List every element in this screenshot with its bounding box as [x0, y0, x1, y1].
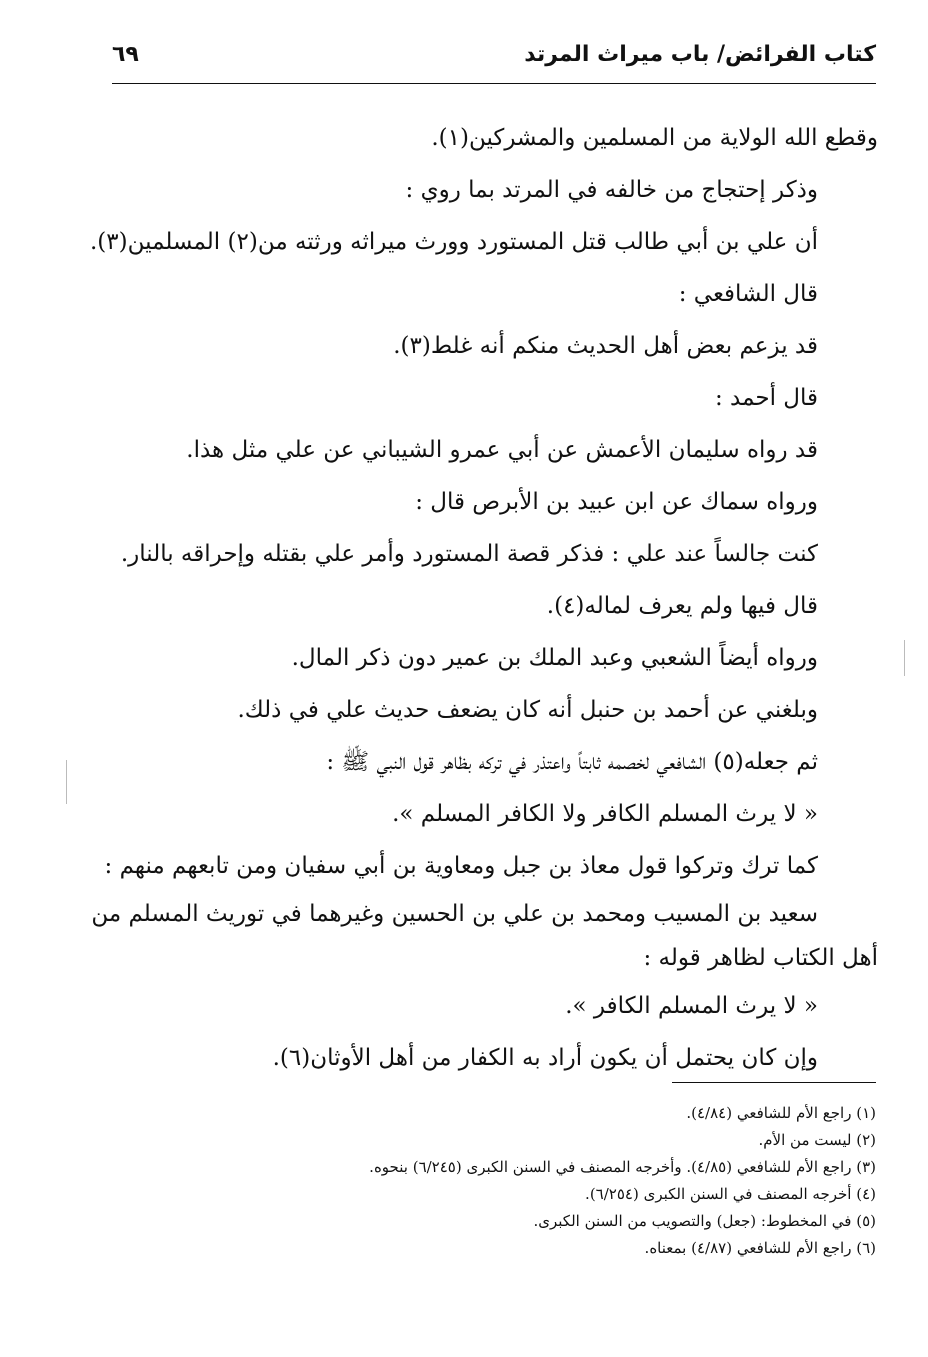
footnote: (٦) راجع الأم للشافعي (٤/٨٧) بمعناه. — [644, 1239, 876, 1257]
text-line: « لا يرث المسلم الكافر ». — [565, 993, 818, 1019]
body-text — [89, 112, 878, 1084]
text-line: وذكر إحتجاج من خالفه في المرتد بما روي : — [405, 177, 818, 203]
footnotes — [200, 1100, 876, 1262]
footnote: (٣) راجع الأم للشافعي (٤/٨٥). وأخرجه المصنف في السنن الكبرى (٦/٢٤٥) بنحوه. — [369, 1158, 876, 1176]
footnote: (٤) أخرجه المصنف في السنن الكبرى (٦/٢٥٤). — [585, 1185, 876, 1203]
footnote: (٢) ليست من الأم. — [758, 1131, 876, 1149]
text-line: قد رواه سليمان الأعمش عن أبي عمرو الشيباني عن علي مثل هذا. — [186, 437, 818, 463]
text-line: قال الشافعي : — [678, 281, 818, 307]
text-line: ثم جعله(٥) الشافعي لخصمه ثابتاً واعتذر في تركه بظاهر قول النبي ﷺ : — [326, 749, 818, 775]
footnote: (١) راجع الأم للشافعي (٤/٨٤). — [686, 1104, 876, 1122]
text-line: أن علي بن أبي طالب قتل المستورد وورث ميراثه ورثته من(٢) المسلمين(٣). — [89, 229, 818, 255]
scan-mark — [66, 760, 67, 804]
text-line: ورواه سماك عن ابن عبيد بن الأبرص قال : — [415, 489, 818, 515]
text-line: كنت جالساً عند علي : فذكر قصة المستورد وأمر علي بقتله وإحراقه بالنار. — [120, 541, 818, 567]
text-line: سعيد بن المسيب ومحمد بن علي بن الحسين وغيرهما في توريث المسلم من — [91, 901, 818, 927]
header-rule — [112, 83, 876, 84]
text-line: ورواه أيضاً الشعبي وعبد الملك بن عمير دون ذكر المال. — [291, 645, 818, 671]
text-line: كما ترك وتركوا قول معاذ بن جبل ومعاوية بن أبي سفيان ومن تابعهم منهم : — [104, 853, 818, 879]
text-line: وبلغني عن أحمد بن حنبل أنه كان يضعف حديث علي في ذلك. — [237, 697, 818, 723]
text-line: وإن كان يحتمل أن يكون أراد به الكفار من أهل الأوثان(٦). — [272, 1045, 818, 1071]
footnote: (٥) في المخطوط: (جعل) والتصويب من السنن الكبرى. — [533, 1212, 876, 1230]
text-line: « لا يرث المسلم الكافر ولا الكافر المسلم ». — [392, 801, 818, 827]
scan-mark — [904, 640, 905, 676]
text-line: وقطع الله الولاية من المسلمين والمشركين(١). — [431, 125, 878, 151]
text-line: قد يزعم بعض أهل الحديث منكم أنه غلط(٣). — [393, 333, 818, 359]
running-title: كتاب الفرائض/ باب ميراث المرتد — [524, 42, 876, 67]
text-line: أهل الكتاب لظاهر قوله : — [643, 945, 878, 971]
text-line: قال أحمد : — [714, 385, 818, 411]
page-number: ٦٩ — [112, 42, 139, 67]
page-header — [112, 40, 876, 84]
text-line: قال فيها ولم يعرف لماله(٤). — [546, 593, 818, 619]
footnote-rule — [672, 1082, 876, 1083]
